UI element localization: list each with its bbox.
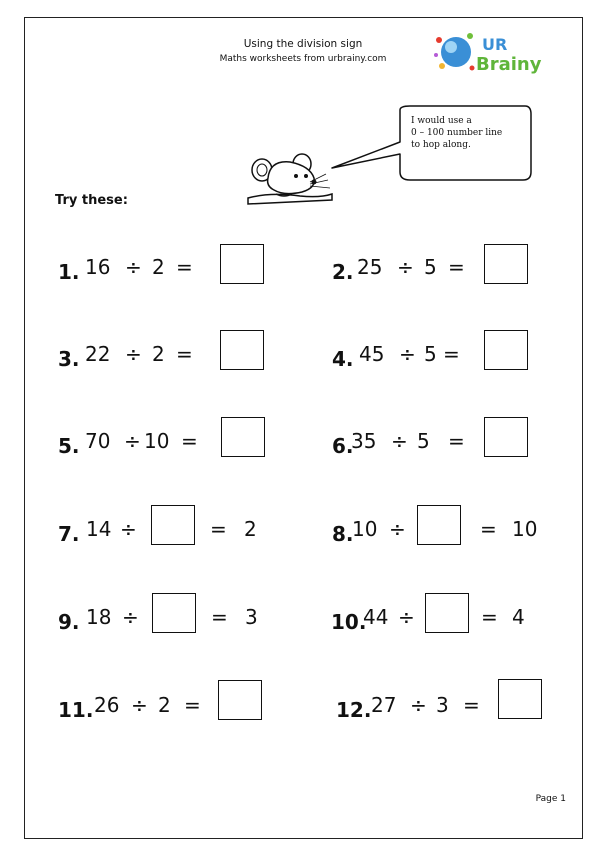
answer-box[interactable] (484, 244, 528, 284)
division-sign: ÷ (399, 342, 416, 366)
equals-sign: = (210, 517, 227, 541)
division-sign: ÷ (389, 517, 406, 541)
dividend: 45 (359, 342, 385, 366)
divisor: 2 (158, 693, 171, 717)
answer-box[interactable] (484, 417, 528, 457)
equals-sign: = (448, 429, 465, 453)
answer-box[interactable] (220, 244, 264, 284)
speech-line: I would use a (411, 116, 472, 126)
answer-box[interactable] (220, 330, 264, 370)
divisor: 5 (424, 255, 437, 279)
divisor: 2 (152, 255, 165, 279)
quotient: 4 (512, 605, 525, 629)
quotient: 2 (244, 517, 257, 541)
urbrainy-logo (430, 28, 550, 78)
divisor: 2 (152, 342, 165, 366)
question-number: 10. (331, 610, 367, 634)
divisor: 5 (424, 342, 437, 366)
equals-sign: = (481, 605, 498, 629)
division-sign: ÷ (124, 429, 141, 453)
mouse-illustration (240, 148, 335, 208)
page-number: Page 1 (535, 794, 566, 804)
question-number: 7. (58, 522, 80, 546)
section-label: Try these: (55, 193, 128, 208)
question-number: 4. (332, 347, 354, 371)
division-sign: ÷ (125, 342, 142, 366)
quotient: 10 (512, 517, 538, 541)
equals-sign: = (480, 517, 497, 541)
division-sign: ÷ (122, 605, 139, 629)
question-number: 12. (336, 698, 372, 722)
division-sign: ÷ (131, 693, 148, 717)
answer-box[interactable] (221, 417, 265, 457)
division-sign: ÷ (391, 429, 408, 453)
answer-box[interactable] (425, 593, 469, 633)
division-sign: ÷ (398, 605, 415, 629)
equals-sign: = (211, 605, 228, 629)
division-sign: ÷ (397, 255, 414, 279)
dividend: 14 (86, 517, 112, 541)
dividend: 22 (85, 342, 111, 366)
answer-box[interactable] (417, 505, 461, 545)
dividend: 70 (85, 429, 111, 453)
dividend: 35 (351, 429, 377, 453)
page-title: Using the division sign (243, 38, 363, 50)
answer-box[interactable] (151, 505, 195, 545)
dividend: 10 (352, 517, 378, 541)
dividend: 25 (357, 255, 383, 279)
question-number: 9. (58, 610, 80, 634)
dividend: 16 (85, 255, 111, 279)
logo-text-ur: UR (482, 35, 508, 54)
question-number: 5. (58, 434, 80, 458)
equals-sign: = (181, 429, 198, 453)
division-sign: ÷ (125, 255, 142, 279)
dividend: 27 (371, 693, 397, 717)
speech-line: 0 – 100 number line (411, 128, 503, 138)
equals-sign: = (184, 693, 201, 717)
logo-text-brainy: Brainy (476, 54, 542, 75)
dividend: 26 (94, 693, 120, 717)
divisor: 3 (436, 693, 449, 717)
question-number: 1. (58, 260, 80, 284)
question-number: 6. (332, 434, 354, 458)
equals-sign: = (463, 693, 480, 717)
answer-box[interactable] (152, 593, 196, 633)
question-number: 3. (58, 347, 80, 371)
equals-sign: = (448, 255, 465, 279)
answer-box[interactable] (484, 330, 528, 370)
answer-box[interactable] (218, 680, 262, 720)
question-number: 8. (332, 522, 354, 546)
page-subtitle: Maths worksheets from urbrainy.com (219, 54, 387, 64)
division-sign: ÷ (120, 517, 137, 541)
quotient: 3 (245, 605, 258, 629)
equals-sign: = (443, 342, 460, 366)
equals-sign: = (176, 342, 193, 366)
speech-bubble-text (411, 115, 521, 151)
question-number: 11. (58, 698, 94, 722)
division-sign: ÷ (410, 693, 427, 717)
dividend: 18 (86, 605, 112, 629)
question-number: 2. (332, 260, 354, 284)
divisor: 5 (417, 429, 430, 453)
divisor: 10 (144, 429, 170, 453)
equals-sign: = (176, 255, 193, 279)
answer-box[interactable] (498, 679, 542, 719)
speech-line: to hop along. (411, 140, 471, 150)
dividend: 44 (363, 605, 389, 629)
